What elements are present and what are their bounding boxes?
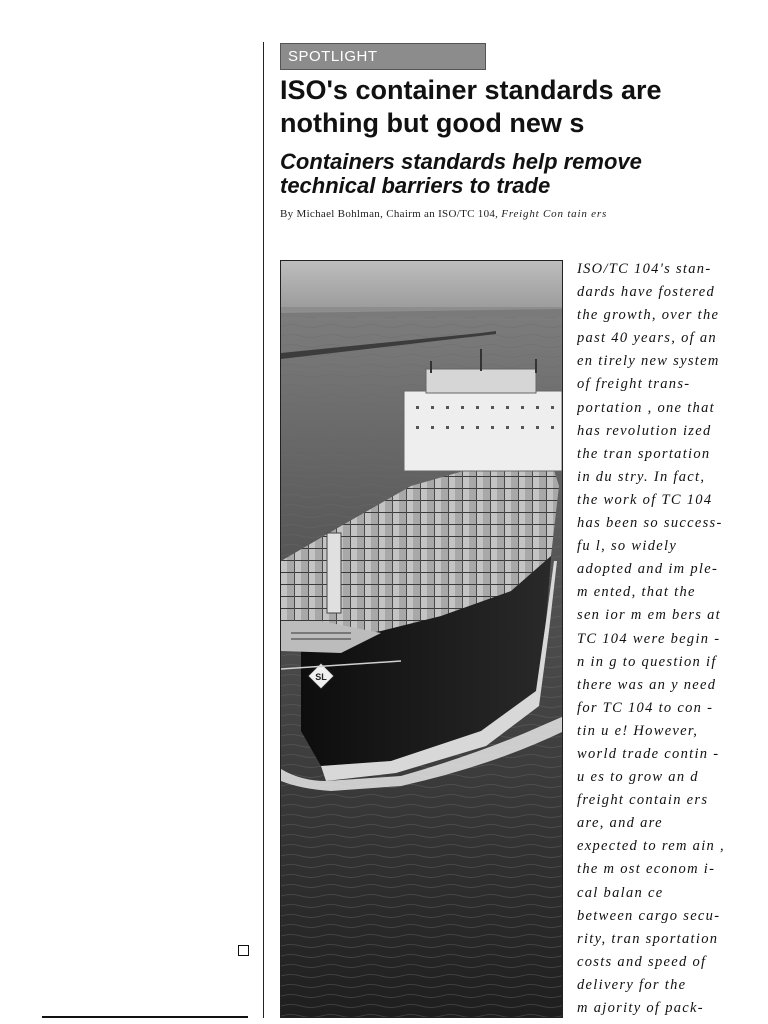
subheadline-line-1: Containers standards help remove — [280, 149, 642, 174]
body-line: sen ior m em bers at — [577, 607, 722, 624]
ship-logo-text: SL — [315, 672, 327, 682]
body-line: TC 104 were begin - — [577, 630, 721, 647]
body-line: delivery for the — [577, 976, 687, 993]
body-line: adopted and im ple- — [577, 561, 719, 578]
article-subheadline — [280, 150, 720, 198]
body-line: cal balan ce — [577, 884, 664, 901]
bridge-superstructure — [404, 391, 562, 471]
body-line: for TC 104 to con - — [577, 699, 714, 716]
body-line: expected to rem ain , — [577, 838, 725, 855]
body-line: freight contain ers — [577, 792, 709, 809]
body-line: between cargo secu- — [577, 907, 721, 924]
body-line: past 40 years, of an — [577, 330, 717, 347]
container-ship-photo — [280, 260, 563, 1018]
body-line: are, and are — [577, 815, 663, 832]
body-line: of freight trans- — [577, 376, 691, 393]
body-line: costs and speed of — [577, 953, 707, 970]
body-line: m ajority of pack- — [577, 1000, 704, 1016]
body-line: the work of TC 104 — [577, 491, 713, 508]
column-divider — [263, 42, 264, 1018]
byline — [280, 208, 720, 220]
body-line: rity, tran sportation — [577, 930, 719, 947]
body-line: dards have fostered — [577, 284, 715, 301]
body-line: en tirely new system — [577, 353, 720, 370]
sky — [281, 261, 563, 311]
body-line: m ented, that the — [577, 584, 696, 601]
article-body — [577, 258, 727, 1024]
body-line: u es to grow an d — [577, 769, 699, 786]
body-line: portation , one that — [577, 399, 715, 416]
body-line: n in g to question if — [577, 653, 717, 670]
body-line: the tran sportation — [577, 445, 711, 462]
article-headline — [280, 74, 720, 140]
body-line: has been so success- — [577, 515, 723, 532]
headline-line-2: nothing but good new s — [280, 108, 585, 138]
body-line: tin u e! However, — [577, 722, 699, 739]
footnote-rule — [42, 1016, 248, 1018]
deck-crane — [327, 533, 341, 613]
body-line: in du stry. In fact, — [577, 468, 706, 485]
body-line: the growth, over the — [577, 307, 720, 324]
body-line: world trade contin - — [577, 745, 720, 762]
subheadline-line-2: technical barriers to trade — [280, 173, 551, 198]
body-line: there was an y need — [577, 676, 717, 693]
headline-line-1: ISO's container standards are — [280, 75, 662, 105]
body-line: ISO/TC 104's stan- — [577, 261, 712, 277]
byline-committee: Freight Con tain ers — [501, 208, 608, 220]
byline-author: By Michael Bohlman, Chairm an ISO/TC 104, — [280, 208, 499, 220]
body-line: the m ost econom i- — [577, 861, 716, 878]
body-line: has revolution ized — [577, 422, 712, 439]
end-marker-box — [238, 945, 249, 956]
body-line: fu l, so widely — [577, 538, 678, 555]
section-label: SPOTLIGHT — [280, 43, 486, 70]
